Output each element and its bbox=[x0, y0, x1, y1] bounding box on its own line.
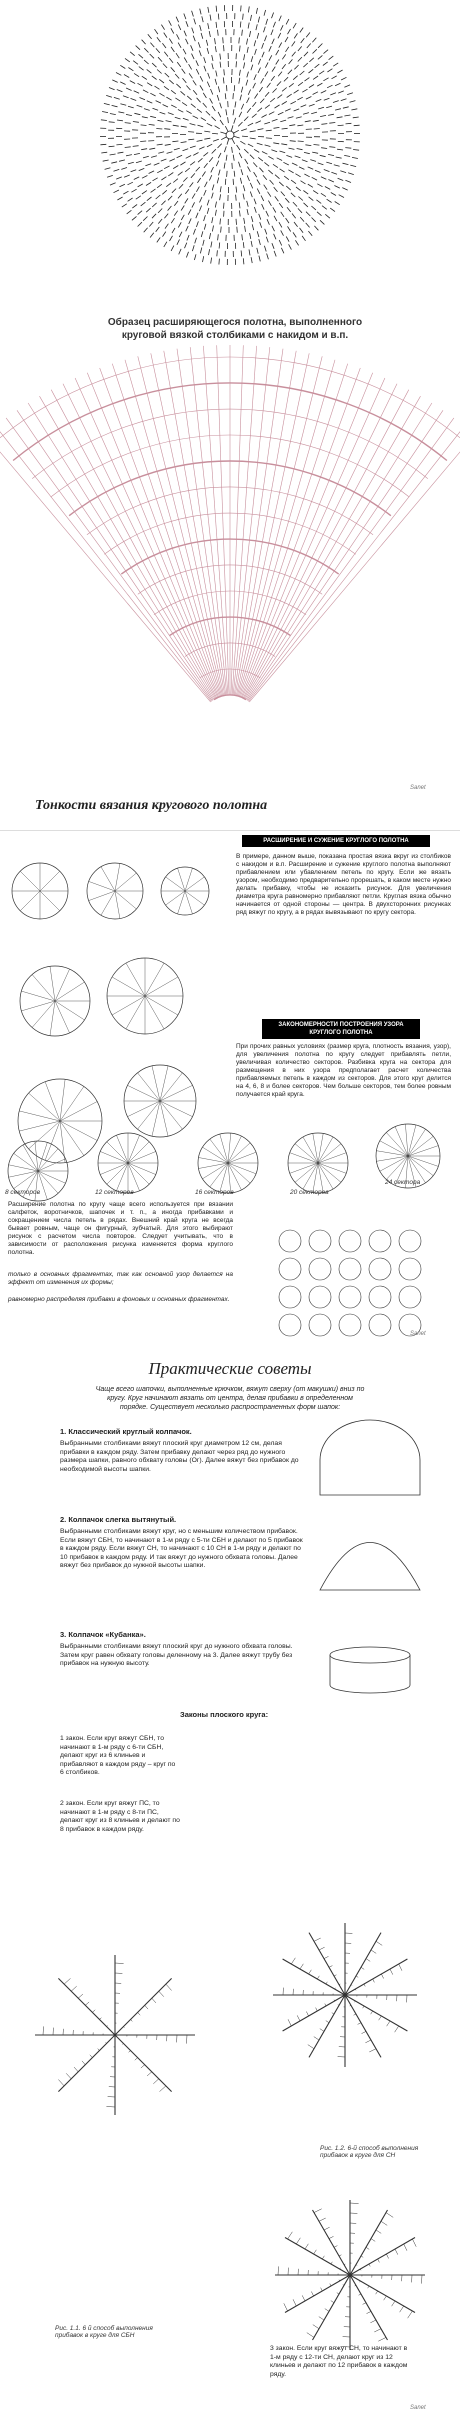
advice-intro: Чаще всего шапочки, выполненные крючком, вяжут сверху (от макушки) вниз по кругу. Круг начинают вязать от центра, делая прибавки в определенном порядке. Существует несколько распространенных форм шапок: bbox=[95, 1386, 365, 1411]
article-page bbox=[0, 830, 460, 1346]
section-title-round-knitting: Тонкости вязания кругового полотна bbox=[35, 798, 268, 813]
item3-title: 3. Колпачок «Кубанка». bbox=[60, 1630, 146, 1639]
laws-title: Законы плоского круга: bbox=[180, 1710, 269, 1719]
fan-chart-section bbox=[0, 345, 460, 790]
sector-label-16: 16 секторов bbox=[195, 1189, 234, 1196]
box-text-pattern-rules: При прочих равных условиях (размер круга, плотность вязания, узор), для увеличения полотна по кругу следует прибавлять петли, увеличивая количество секторов. Разбивка круга на сектора для размещения в них узора предполагает расчет количества прибавляемых петель в каждом из секторов. Для этого круг делится на 4, 6, 8 и более секторов. Чем больше секторов, тем более ровным получается край круга. bbox=[236, 1043, 451, 1098]
advice-title: Практические советы bbox=[148, 1359, 312, 1378]
sector-label-20: 20 секторов bbox=[290, 1189, 329, 1196]
item3-text: Выбранными столбиками вяжут плоский круг до нужного обхвата головы. Затем круг равен обхвату головы деленному на 3. Далее вяжут трубу без прибавок на нужную высоту. bbox=[60, 1643, 293, 1667]
advice-signature: Sanet bbox=[410, 2405, 426, 2411]
round-crochet-chart bbox=[0, 0, 460, 312]
article-signature: Sanet bbox=[410, 1331, 426, 1337]
sector-label-12: 12 секторов bbox=[95, 1189, 134, 1196]
item1-text: Выбранными столбиками вяжут плоский круг диаметром 12 см, делая прибавки в каждом ряду. Затем прибавку делают через ряд до нужного размера шапки, равного обхвату головы (Ог). Далее вяжут без прибавок до необходимой высоты шапки. bbox=[60, 1440, 299, 1473]
law3-text: 3 закон. Если круг вяжут СН, то начинают в 1-м ряду с 12-ти СН, делают круг из 12 клиньев и делают по 12 прибавок в каждом ряду. bbox=[270, 2345, 408, 2378]
item2-text: Выбранными столбиками вяжут круг, но с меньшим количеством прибавок. Если вяжут СБН, то начинают в 1-м ряду с 5-ти СБН и делают по 5 прибавок в каждом ряду. Если вяжут СН, то начинают с 10 СН в 1-м ряду и делают по 10 прибавок в каждом ряду. И так вяжут до нужного обхвата головы. Далее вяжут без прибавок до нужной высоты шапки. bbox=[60, 1528, 303, 1569]
article-bullet-2: равномерно распределяя прибавки в фоновых и основных фрагментах. bbox=[8, 1296, 230, 1303]
item1-title: 1. Классический круглый колпачок. bbox=[60, 1427, 192, 1436]
advice-diagrams bbox=[0, 1345, 460, 2421]
law1-text: 1 закон. Если круг вяжут СБН, то начинают в 1-м ряду с 6-ти СБН, делают круг из 6 клиньев и прибавляют в каждом ряду – круг по 6 столбиков. bbox=[60, 1735, 176, 1776]
sector-label-8: 8 секторов bbox=[5, 1189, 41, 1196]
top-figure-caption: Образец расширяющегося полотна, выполненного круговой вязкой столбиками с накидом и в.п. bbox=[107, 317, 363, 341]
box-title-expand-shrink: РАСШИРЕНИЕ И СУЖЕНИЕ КРУГЛОГО ПОЛОТНА bbox=[242, 835, 430, 847]
law2-text: 2 закон. Если круг вяжут ПС, то начинают в 1-м ряду с 8-ти ПС, делают круг из 8 клиньев и делают по 8 прибавок в каждом ряду. bbox=[60, 1800, 180, 1833]
box-text-expand-shrink: В примере, данном выше, показана простая вязка вкруг из столбиков с накидом и в.п. Расширение и сужение круглого полотна выполняют прибавлением или убавлением петель по кругу. Если же вязать узором, необходимо предварительно прорешать, в каком месте нужно делать прибавку, чтобы не исказить рисунок. Для увеличения диаметра круга равномерно прибавляют петли. Круглая вязка обычно начинается от одной стороны — центра. В двухсторонних рисунках ряд вяжут по кругу, а в рядах вывязывают по кругу сектора. bbox=[236, 853, 451, 916]
fig2-label: Рис. 1.2. 6-й способ выполнения прибавок в круге для СН bbox=[320, 2145, 419, 2159]
box-title-pattern-rules: ЗАКОНОМЕРНОСТИ ПОСТРОЕНИЯ УЗОРА КРУГЛОГО ПОЛОТНА bbox=[262, 1019, 420, 1039]
advice-page bbox=[0, 1345, 460, 2421]
article-bottom-text: Расширение полотна по кругу чаще всего используется при вязании салфеток, воротничков, шапочек и т. п., а иногда прибавками и сокращением числа петель в рядах. Внешний край круга не всегда бывает ровным, чаще он фигурный, зубчатый. Для этого выбирают рисунок с расчетом числа повторов. Следует учитывать, что в зависимости от расположения рисунка изменяется форма круглого полотна. bbox=[8, 1201, 233, 1256]
fig1-label: Рис. 1.1. 6 й способ выполнения прибавок в круге для СБН bbox=[55, 2325, 153, 2339]
expanding-fan-chart bbox=[0, 345, 460, 790]
article-bullet-1: только в основных фрагментах, так как основной узор делается на эффект от изменения их формы; bbox=[8, 1271, 233, 1286]
fan-signature: Sanet bbox=[410, 785, 426, 791]
item2-title: 2. Колпачок слегка вытянутый. bbox=[60, 1515, 177, 1524]
top-round-chart-section bbox=[0, 0, 460, 312]
sector-label-24: 24 сектора bbox=[385, 1179, 421, 1186]
